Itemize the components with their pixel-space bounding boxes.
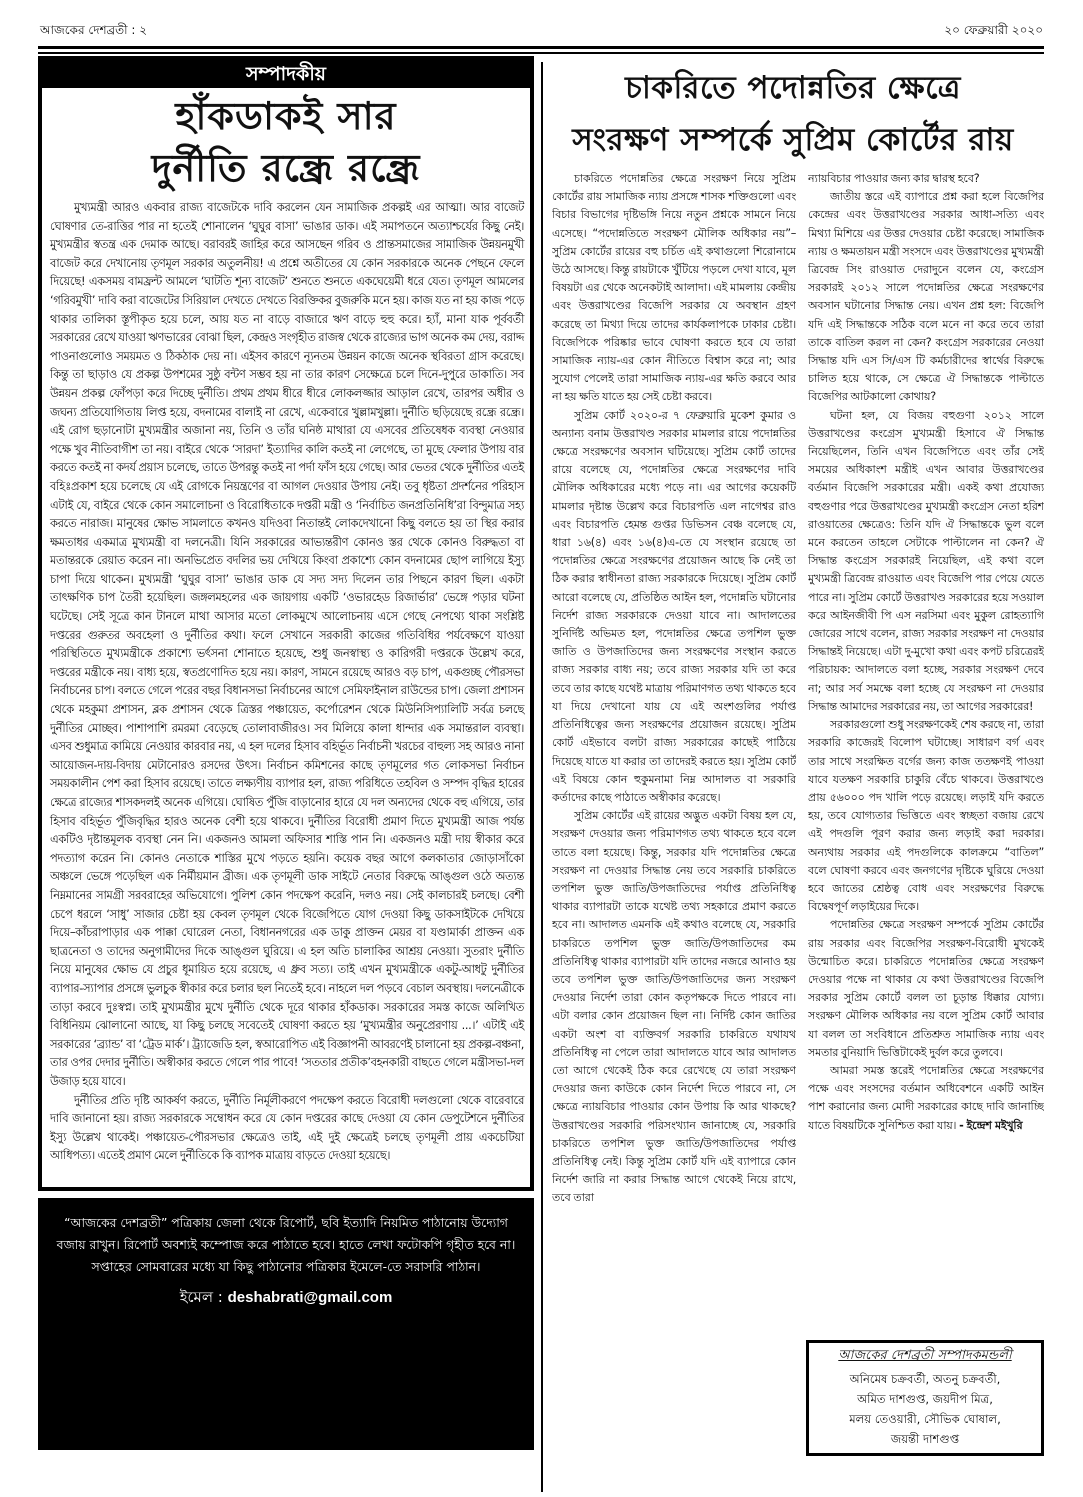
editorial-board-box — [806, 1340, 1044, 1456]
board-names-line: জয়ন্তী দাশগুপ্ত — [890, 1432, 960, 1446]
board-names-line: অনিমেষ চক্রবর্তী, অতনু চক্রবর্তী, — [849, 1372, 1001, 1386]
board-names-line: মলয় তেওয়ারী, সৌভিক ঘোষাল, — [849, 1412, 1001, 1426]
header-rule-thick — [38, 46, 1044, 49]
board-names-line: অমিত দাশগুপ্ত, জয়দীপ মিত্র, — [857, 1392, 993, 1406]
editorial-paragraph: মুখ্যমন্ত্রী আরও একবার রাজ্য বাজেটকে দাবি করলেন যেন সামাজিক প্রকল্পই এর আত্মা। আর বাজেট ঘোষণার তে-রাত্তির পার না হতেই শোনালেন ‘ঘুঘুর বাসা’ ভাঙার ডাক। এই সমাপতনে অত্যাশ্চর্যের কিছু নেই। মুখ্যমন্ত্রীর স্বতন্ত্র এক দেমাক আছে। বরাবরই জাহির করে আসছেন গরিব ও প্রান্তসমাজের সামাজিক উন্নয়নমুখী বাজেট করে দেখানোয় তৃণমূল সরকার অতুলনীয়! এ প্রশ্নে অতীতের যে কোন সরকারকে অনেক পেছনে ফেলে দিয়েছে! একসময় বামফ্রন্ট আমলে ‘ঘাটতি শূন্য বাজেট’ শুনতে শুনতে একঘেয়েমী ধরে যেত। তৃণমূল আমলের ‘গরিবমুখী’ দাবি করা বাজেটের সিরিয়াল দেখতে দেখতে বিরক্তিকর বুজরুকি মনে হয়। কাজ যত না হয় কাজ পড়ে থাকার তালিকা স্তূপীকৃত হয়ে চলে, আয় যত না বাড়ে বাজারে ঋণ বাড়ে হুহু করে। হ্যাঁ, মানা যাক পূর্ববর্তী সরকারের রেখে যাওয়া ঋণভারের বোঝা ছিল, কেন্দ্রও সংগৃহীত রাজস্ব থেকে রাজ্যের ভাগ অনেক কম দেয়, বরাদ্দ পাওনাগুলোও সময়মত ও ঠিকঠাক দেয় না। এইসব কারণে ন্যূনতম উন্নয়ন কাজে অনেক স্থবিরতা গ্রাস করেছে। কিন্তু তা ছাড়াও যে প্রকল্প উপশমের সুষ্ঠু বন্টণ সম্ভব হয় না তার কারণ সেক্ষেত্রে চলে দিনে-দুপুরে ডাকাতি। সব উন্নয়ন প্রকল্প ফোঁপড়া করে দিচ্ছে দুর্নীতি। প্রথম প্রথম ধীরে ধীরে লোকলজ্জার আড়াল রেখে, তারপর অধীর ও জঘন্য প্রতিযোগিতায় লিপ্ত হয়ে, বদনামের বালাই না রেখে, একেবারে খুল্লামখুল্লা। দুর্নীতি ছড়িয়েছে রন্ধ্রে রন্ধ্রে। এই রোগ ছড়ানোটা মুখ্যমন্ত্রীর অজানা নয়, তিনি ও তাঁর ঘনিষ্ঠ মাথারা যে এসবের প্রতিষেধক ব্যবস্থা নেওয়ার পক্ষে খুব নীতিবাগীশ তা নয়। বাইরে থেকে ‘সারদা’ ইত্যাদির কালি কতই না লেগেছে, তা মুছে ফেলার উপায় বার করতে কতই না কদর্য প্রয়াস চলেছে, তাতে উপরন্তু কতই না পর্দা ফাঁস হয়ে গেছে। আর ভেতর থেকে দুর্নীতির এতই বহিঃপ্রকাশ হয়ে চলেছে যে এই রোগকে নিয়ন্ত্রণের বা আগল দেওয়ার উপায় নেই। তবু ধৃষ্টতা প্রদর্শনের পরিহাস এটাই যে, বাইরে থেকে কোন সমালোচনা ও বিরোধিতাকে দপ্তরী মন্ত্রী ও ‘নির্বাচিত জনপ্রতিনিধি’রা বিন্দুমাত্র সহ্য করতে নারাজ। মানুষের ক্ষোভ সামলাতে কখনও যদিওবা নিতান্তই লোকদেখানো কিছু বলতে হয় তা স্থির করার ক্ষমতাধর একমাত্র মুখ্যমন্ত্রী বা দলনেত্রী। যিনি সরকারের আভ্যন্তরীণ কোনও স্তর থেকে কোনও বিরুদ্ধতা বা মতান্তরকে রেয়াত করেন না। অনভিপ্রেত বদলির ভয় দেখিয়ে কিংবা প্রকাশ্যে কোন বদনামের ছোপ লাগিয়ে ইস্যু চাপা দিয়ে থাকেন। মুখ্যমন্ত্রী ‘ঘুঘুর বাসা’ ভাঙার ডাক যে সদ্য সদ্য দিলেন তার পিছনে কারণ ছিল। একটা তাৎক্ষণিক চাপ তৈরী হয়েছিল। জঙ্গলমহলের এক জায়গায় একটি ‘ওভারহেড রিজার্ভার’ ভেঙ্গে পড়ার ঘটনা ঘটেছে। সেই সূত্রে কান টানলে মাথা আসার মতো লোকমুখে আলোচনায় এসে গেছে নেপথ্যে থাকা সংশ্লিষ্ট দপ্তরের গুরুতর অবহেলা ও দুর্নীতির কথা। ফলে সেখানে সরকারী কাজের গতিবিধির পর্যবেক্ষণে যাওয়া পরিস্থিতিতে মুখ্যমন্ত্রীকে প্রকাশ্যে ভর্ৎসনা শোনাতে হয়েছে, শুধু জনস্বাস্থ্য ও কারিগরী দপ্তরকে উল্লেখ করে, দপ্তরের মন্ত্রীকে নয়। বাধ্য হয়ে, স্বতপ্রণোদিত হয়ে নয়। কারণ, সামনে রয়েছে আরও বড় চাপ, একগুচ্ছ পৌরসভা নির্বাচনের চাপ। বলতে গেলে পরের বছর বিধানসভা নির্বাচনের আগে সেমিফাইনাল রাউন্ডের চাপ। জেলা প্রশাসন থেকে মহকুমা প্রশাসন, ব্লক প্রশাসন থেকে ত্রিস্তর পঞ্চায়েত, কর্পোরেশন থেকে মিউনিসিপ্যালিটি সর্বত্র চলছে দুর্নীতির মোচ্ছব। পাশাপাশি রমরমা বেড়েছে তোলাবাজীরও। সব মিলিয়ে কালা ধান্দার এক সমান্তরাল ব্যবস্থা। এসব শুধুমাত্র কামিয়ে নেওয়ার কারবার নয়, এ হল দলের হিসাব বহির্ভূত নির্বাচনী খরচের বাহুল্য সহ আরও নানা আয়োজন-দায়-বিদায় মেটানোরও রসদের উৎস। নির্বাচন কমিশনের কাছে তৃণমূলের গত লোকসভা নির্বাচন সময়কালীন পেশ করা হিসাব রয়েছে। তাতে লক্ষ্যণীয় ব্যাপার হল, রাজ্য পরিধিতে তহবিল ও সম্পদ বৃদ্ধির হারের ক্ষেত্রে রাজ্যের শাসকদলই অনেক এগিয়ে। ঘোষিত পুঁজি বাড়ানোর হারে যে দল অন্যদের থেকে বহু এগিয়ে, তার হিসাব বহির্ভূত পুঁজিবৃদ্ধির হারও অনেক বেশী হয়ে থাকবে। দুর্নীতির বিরোধী প্রমাণ দিতে মুখ্যমন্ত্রী আজ পর্যন্ত একটিও দৃষ্টান্তমূলক ব্যবস্থা নেন নি। একজনও আমলা অফিসার শাস্তি পান নি। একজনও মন্ত্রী দায় স্বীকার করে পদত্যাগ করেন নি। কোনও নেতাকে শাস্তির মুখে পড়তে হয়নি। কয়েক বছর আগে কলকাতার জোড়াসাঁকো অঞ্চলে ভেঙ্গে পড়েছিল এক নির্মীয়মান ব্রীজ। এক তৃণমূলী ডাক সাইটে নেতার বিরুদ্ধে আঙ্গুল ওঠে অত্যন্ত নিম্নমানের সামগ্রী সরবরাহের অভিযোগে। পুলিশ কোন পদক্ষেপ করেনি, দলও নয়। সেই কালচারই চলছে। বেশী চেপে ধরলে ‘সাধু’ সাজার চেষ্টা হয় কেবল তৃণমূল থেকে বিজেপিতে যোগ দেওয়া কিছু ডাকসাইটকে দেখিয়ে দিয়ে–কাঁচরাপাড়ার এক পাক্কা ঘোরেল নেতা, বিধাননগরের এক ডাকু প্রাক্তন মেয়র বা যণ্ডামার্কা প্রাক্তন এক ছাত্রনেতা ও তাদের অনুগামীদের দিকে আঙ্গুল ঘুরিয়ে। এ হল অতি চালাকির আশ্রয় নেওয়া। সুতরাং দুর্নীতি নিয়ে মানুষের ক্ষোভ যে প্রচুর ধূমায়িত হয়ে রয়েছে, এ ধ্রুব সত্য। তাই এখন মুখ্যমন্ত্রীকে একটু-আধটু দুর্নীতির ব্যাপার-স্যাপার প্রসঙ্গে ভুলচুক স্বীকার করে চলার ছল নিতেই হবে। নাহলে দল পড়বে বেচাল অবস্থায়। দলনেত্রীকে তাড়া করবে দুঃস্বপ্ন। তাই মুখ্যমন্ত্রীর মুখে দুর্নীতি থেকে দূরে থাকার হাঁকডাক। সরকারের সমস্ত কাজে অলিখিত বিধিনিয়ম ঝোলানো আছে, যা কিছু চলছে সবেতেই ঘোষণা করতে হয় ‘মুখ্যমন্ত্রীর অনুপ্রেরণায় ...।’ এটাই এই সরকারের ‘ব্র্যান্ড’ বা ‘ট্রেড মার্ক’। ট্র্যাজেডি হল, স্বআরোপিত এই বিজ্ঞাপনী আবরণেই চালানো হয় প্রকল্প-বঞ্চনা, তার ওপর দেদার দুর্নীতি। অস্বীকার করতে গেলে পার পাবে! ‘সততার প্রতীক’বহনকারী বাছতে গেলে মন্ত্রীসভা-দল উজাড় হয়ে যাবে। — [50, 200, 524, 1088]
article-headline-line1: চাকরিতে পদোন্নতির ক্ষেত্রে — [625, 70, 961, 106]
article-paragraph: সুপ্রিম কোর্টের এই রায়ের অদ্ভুত একটা বিষয় হল যে, সংরক্ষণ দেওয়ার জন্য পরিমাণগত তথ্য থাকতে হবে বলে তাতে বলা হয়েছে। কিন্তু, সরকার যদি পদোন্নতির ক্ষেত্রে সংরক্ষণ না দেওয়ার সিদ্ধান্ত নেয় তবে সরকারি চাকরিতে তপশিল ভুক্ত জাতি/উপজাতিদের পর্যাপ্ত প্রতিনিধিত্ব থাকার ব্যাপারটা তাকে যথেষ্ট তথ্য সহকারে প্রমাণ করতে হবে না। আদালত এমনকি এই কথাও বলেছে যে, সরকারি চাকরিতে তপশিল ভুক্ত জাতি/উপজাতিদের কম প্রতিনিধিত্ব থাকার ব্যাপারটা যদি তাদের নজরে আনাও হয় তবে তপশিল ভুক্ত জাতি/উপজাতিদের জন্য সংরক্ষণ দেওয়ার নির্দেশ তারা কোন কতৃপক্ষকে দিতে পারবে না। এটা বলার কোন প্রয়োজন ছিল না। নির্দিষ্ট কোন জাতির একটা অংশ বা ব্যক্তিবর্গ সরকারি চাকরিতে যথাযথ প্রতিনিধিত্ব না পেলে তারা আদালতে যাবে আর আদালত তো আগে থেকেই ঠিক করে রেখেছে যে তারা সংরক্ষণ দেওয়ার জন্য কাউকে কোন নির্দেশ দিতে পারবে না, সে ক্ষেত্রে ন্যায়বিচার পাওয়ার কোন উপায় কি আর থাকছে? উত্তরাখণ্ডের সরকারি পরিসংখ্যান জানাচ্ছে যে, সরকারি চাকরিতে তপশিল ভুক্ত জাতি/উপজাতিদের পর্যাপ্ত প্রতিনিধিত্ব নেই। কিন্তু সুপ্রিম কোর্ট যদি এই ব্যাপারে কোন নির্দেশ জারি না করার সিদ্ধান্ত আগে থেকেই নিয়ে রাখে, তবে তারা — [552, 809, 796, 1205]
editorial-box — [38, 56, 534, 1191]
page-header — [40, 10, 1043, 40]
column-divider — [541, 62, 543, 1492]
article-paragraph: জাতীয় স্তরে এই ব্যাপারে প্রশ্ন করা হলে বিজেপির কেন্দ্রের এবং উত্তরাখণ্ডের সরকার আধা-সত্যি এবং মিথ্যা মিশিয়ে এর উত্তর দেওয়ার চেষ্টা করেছে। সামাজিক ন্যায় ও ক্ষমতায়ন মন্ত্রী সংসদে এবং উত্তরাখণ্ডের মুখ্যমন্ত্রী ত্রিবেন্দ্র সিং রাওয়াত দেরাদুনে বলেন যে, কংগ্রেস সরকারই ২০১২ সালে পদোন্নতির ক্ষেত্রে সংরক্ষণের অবসান ঘটানোর সিদ্ধান্ত নেয়। এখন প্রশ্ন হল: বিজেপি যদি এই সিদ্ধান্তকে সঠিক বলে মনে না করে তবে তারা তাকে বাতিল করল না কেন? কংগ্রেস সরকারের নেওয়া সিদ্ধান্ত যদি এস সি/এস টি কর্মচারীদের স্বার্থের বিরুদ্ধে চালিত হয়ে থাকে, সে ক্ষেত্রে ঐ সিদ্ধান্তকে পাল্টাতে বিজেপির আটকালো কোথায়? — [808, 190, 1044, 404]
article-paragraph: পদোন্নতির ক্ষেত্রে সংরক্ষণ সম্পর্কে সুপ্রিম কোর্টের রায় সরকার এবং বিজেপির সংরক্ষণ-বিরোধী মুখকেই উন্মোচিত করে। চাকরিতে পদোন্নতির ক্ষেত্রে সংরক্ষণ দেওয়ার পক্ষে না থাকার যে কথা উত্তরাখণ্ডের বিজেপি সরকার সুপ্রিম কোর্টে বলল তা চূড়ান্ত ধিক্কার যোগ্য। সংরক্ষণ মৌলিক অধিকার নয় বলে সুপ্রিম কোর্ট আবার যা বলল তা সংবিধানে প্রতিশ্রুত সামাজিক ন্যায় এবং সমতার বুনিয়াদি ভিত্তিটাকেই দুর্বল করে তুলবে। — [808, 918, 1044, 1059]
article-paragraph: চাকরিতে পদোন্নতির ক্ষেত্রে সংরক্ষণ নিয়ে সুপ্রিম কোর্টের রায় সামাজিক ন্যায় প্রসঙ্গে শাসক শক্তিগুলো এবং বিচার বিভাগের দৃষ্টিভঙ্গি নিয়ে নতুন প্রশ্নকে সামনে নিয়ে এসেছে। “পদোন্নতিতে সংরক্ষণ মৌলিক অধিকার নয়”–সুপ্রিম কোর্টের রায়ের বহু চর্চিত এই কথাগুলো শিরোনামে উঠে আসছে। কিন্তু রায়টাকে খুঁটিয়ে পড়লে দেখা যাবে, মূল বিষয়টা এর থেকে অনেকটাই আলাদা। এই মামলায় কেন্দ্রীয় এবং উত্তরাখণ্ডের বিজেপি সরকার যে অবস্থান গ্রহণ করেছে তা মিথ্যা দিয়ে তাদের কার্যকলাপকে ঢাকার চেষ্টা। বিজেপিকে পরিষ্কার ভাবে ঘোষণা করতে হবে যে তারা সামাজিক ন্যায়-এর কোন নীতিতে বিশ্বাস করে না; আর সুযোগ পেলেই তারা সামাজিক ন্যায়-এর ক্ষতি করবে আর না হয় ক্ষতি যাতে হয় সেই চেষ্টা করবে। — [552, 172, 796, 404]
notice-text: “আজকের দেশব্রতী” পত্রিকায় জেলা থেকে রিপোর্ট, ছবি ইত্যাদি নিয়মিত পাঠানোয় উদ্যোগ বজায় রাখুন। রিপোর্ট অবশ্যই কম্পোজ করে পাঠাতে হবে। হাতে লেখা ফটোকপি গৃহীত হবে না। সপ্তাহের সোমবারের মধ্যে যা কিছু পাঠানোর পত্রিকার ইমেলে-তে সরাসরি পাঠান। — [56, 1215, 516, 1274]
article-headline-line2: সংরক্ষণ সম্পর্কে সুপ্রিম কোর্টের রায় — [572, 122, 1014, 158]
editorial-title-line2: দুর্নীতি রন্ধ্রে রন্ধ্রে — [151, 146, 421, 190]
article-paragraph: সুপ্রিম কোর্ট ২০২০-র ৭ ফেব্রুয়ারি মুকেশ কুমার ও অন্যান্য বনাম উত্তরাখণ্ড সরকার মামলার রায়ে পদোন্নতির ক্ষেত্রে সংরক্ষণের অবসান ঘটিয়েছে। সুপ্রিম কোর্ট তাদের রায়ে বলেছে যে, পদোন্নতির ক্ষেত্রে সংরক্ষণের দাবি মৌলিক অধিকারের মধ্যে পড়ে না। এর আগের কয়েকটি মামলার দৃষ্টান্ত উল্লেখ করে বিচারপতি এল নাগেশ্বর রাও এবং বিচারপতি হেমন্ত গুপ্তর ডিভিসন বেঞ্চ বলেছে যে, ধারা ১৬(৪) এবং ১৬(৪)এ-তে যে সংস্থান রয়েছে তা পদোন্নতির ক্ষেত্রে সংরক্ষণের প্রয়োজন আছে কি নেই তা ঠিক করার স্বাধীনতা রাজ্য সরকারকে দিয়েছে। সুপ্রিম কোর্ট আরো বলেছে যে, প্রতিষ্ঠিত আইন হল, পদোন্নতি ঘটানোর নির্দেশ রাজ্য সরকারকে দেওয়া যাবে না। আদালতের সুনির্দিষ্ট অভিমত হল, পদোন্নতির ক্ষেত্রে তপশিল ভুক্ত জাতি ও উপজাতিদের জন্য সংরক্ষণের সংস্থান করতে রাজ্য সরকার বাধ্য নয়; তবে রাজ্য সরকার যদি তা করে তবে তার কাছে যথেষ্ট মাত্রায় পরিমাণগত তথ্য থাকতে হবে যা দিয়ে দেখানো যায় যে এই অংশগুলির পর্যাপ্ত প্রতিনিধিত্বের জন্য সংরক্ষণের প্রয়োজন রয়েছে। সুপ্রিম কোর্ট এইভাবে বলটা রাজ্য সরকারের কাছেই পাঠিয়ে দিয়েছে যাতে যা করার তা তাদেরই করতে হয়। সুপ্রিম কোর্ট এই বিষয়ে কোন হুকুমনামা নিম্ন আদালত বা সরকারি কর্তাদের কাছে পাঠাতে অস্বীকার করেছে। — [552, 408, 796, 804]
author-byline: - ইন্দ্রেশ মইখুরি — [959, 1118, 1023, 1132]
article-paragraph-final — [808, 1062, 1044, 1135]
article-column-1 — [552, 170, 796, 1492]
editorial-title — [42, 90, 530, 194]
editorial-paragraph: দুর্নীতির প্রতি দৃষ্টি আকর্ষণ করতে, দুর্নীতি নির্মূলীকরণে পদক্ষেপ করতে বিরোধী দলগুলো থেকে বারেবারে দাবি জানানো হয়। রাজ্য সরকারকে সম্বোধন করে যে কোন দপ্তরের কাছে দেওয়া যে কোন ডেপুটেশনে দুর্নীতির ইস্যু উল্লেখ থাকেই। পঞ্চায়েত-পৌরসভার ক্ষেত্রেও তাই, এই দুই ক্ষেত্রেই চলছে তৃণমূলী প্রায় একচেটিয়া আধিপত্য। এতেই প্রমাণ মেলে দুর্নীতিকে কি ব্যাপক মাত্রায় বাড়তে দেওয়া হয়েছে। — [50, 1092, 524, 1163]
publication-page-label: আজকের দেশব্রতী : ২ — [40, 23, 148, 37]
article-paragraph: সরকারগুলো শুধু সংরক্ষণকেই শেষ করছে না, তারা সরকারি কাজেরই বিলোপ ঘটাচ্ছে। সাধারণ বর্গ এবং তার সাথে সংরক্ষিত বর্গের জন্য কাজ ততক্ষণই পাওয়া যাবে যতক্ষণ সরকারি চাকুরি বেঁচে থাকবে। উত্তরাখণ্ডে প্রায় ৫৬০০০ পদ খালি পড়ে রয়েছে। লড়াই যদি করতে হয়, তবে যোগ্যতার ভিত্তিতে এবং স্বচ্ছতা বজায় রেখে এই পদগুলি পূরণ করার জন্য লড়াই করা দরকার। অন্যথায় সরকার এই পদগুলিকে কালক্রমে “বাতিল” বলে ঘোষণা করবে এবং জনগণের দৃষ্টিকে ঘুরিয়ে দেওয়া হবে জাতের শ্রেষ্ঠত্ব বোধ এবং সংরক্ষণের বিরুদ্ধে বিদ্বেষপূর্ণ লড়াইয়ের দিকে। — [808, 718, 1044, 914]
email-link[interactable]: deshabrati@gmail.com — [227, 1289, 393, 1306]
editorial-body — [42, 194, 530, 1165]
issue-date: ২০ ফেব্রুয়ারী ২০২০ — [944, 23, 1043, 37]
final-paragraph-text: আমরা সমস্ত স্তরেই পদোন্নতির ক্ষেত্রে সংরক্ষণের পক্ষে এবং সংসদের বর্তমান অধিবেশনে একটি আইন পাশ করানোর জন্য মোদী সরকারের কাছে দাবি জানাচ্ছি যাতে বিষয়টিকে সুনিশ্চিত করা যায়। — [808, 1063, 1044, 1132]
editorial-title-line1: হাঁকডাকই সার — [175, 94, 397, 138]
submission-notice — [38, 1198, 534, 1450]
article-paragraph: ঘটনা হল, যে বিজয় বহুগুণা ২০১২ সালে উত্তরাখণ্ডের কংগ্রেস মুখ্যমন্ত্রী হিসাবে ঐ সিদ্ধান্ত নিয়েছিলেন, তিনি এখন বিজেপিতে এবং তাঁর সেই সময়ের অধিকাংশ মন্ত্রীই এখন আবার উত্তরাখণ্ডের বর্তমান বিজেপি সরকারের মন্ত্রী। একই কথা প্রযোজ্য বহুগুণার পরে উত্তরাখণ্ডের মুখ্যমন্ত্রী কংগ্রেস নেতা হরিশ রাওয়াতের ক্ষেত্রেও: তিনি যদি ঐ সিদ্ধান্তকে ভুল বলে মনে করতেন তাহলে সেটাকে পাল্টালেন না কেন? ঐ সিদ্ধান্ত কংগ্রেস সরকারই নিয়েছিল, এই কথা বলে মুখ্যমন্ত্রী ত্রিবেন্দ্র রাওয়াত এবং বিজেপি পার পেয়ে যেতে পারে না। সুপ্রিম কোর্টে উত্তরাখণ্ড সরকারের হয়ে সওয়াল করে আইনজীবী পি এস নরসিমা এবং মুকুল রোহত্যাগি জোরের সাথে বলেন, রাজ্য সরকার সংরক্ষণ না দেওয়ার সিদ্ধান্তই নিয়েছে। এটা দু-মুখো কথা এবং কপট চরিত্রেরই পরিচায়ক: আদালতে বলা হচ্ছে, সরকার সংরক্ষণ দেবে না; আর সর্ব সমক্ষে বলা হচ্ছে যে সংরক্ষণ না দেওয়ার সিদ্ধান্ত আমাদের সরকারের নয়, তা আগের সরকারের! — [808, 408, 1044, 713]
editorial-board-title: আজকের দেশব্রতী সম্পাদকমন্ডলী — [838, 1348, 1012, 1363]
editorial-board-names — [809, 1369, 1041, 1449]
article-continuation: ন্যায়বিচার পাওয়ার জন্য কার দ্বারস্থ হবে? — [808, 172, 980, 185]
editorial-section-label: সম্পাদকীয় — [42, 60, 530, 88]
header-rule-thin — [38, 52, 1044, 54]
notice-email-line — [52, 1284, 520, 1311]
article-column-2 — [808, 170, 1044, 1336]
email-label: ইমেল : — [179, 1288, 223, 1306]
article-headline — [542, 62, 1044, 166]
